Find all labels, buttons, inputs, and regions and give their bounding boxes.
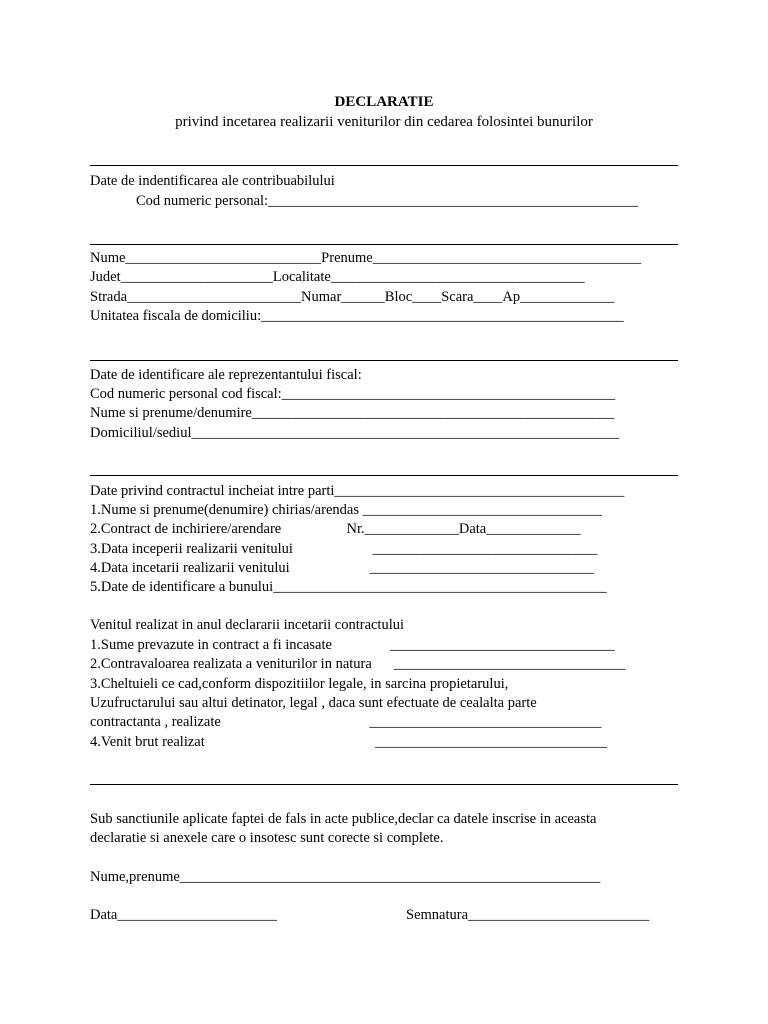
separator-line xyxy=(90,360,678,361)
declaration-text-line-1: Sub sanctiunile aplicate faptei de fals in acte publice,declar ca datele inscrise in aceasta xyxy=(90,811,597,827)
income-heading: Venitul realizat in anul declararii incetarii contractului xyxy=(90,617,405,633)
fiscal-code-field: Cod numeric personal cod fiscal:______________________________________________ xyxy=(90,386,616,402)
contract-heading: Date privind contractul incheiat intre parti________________________________________ xyxy=(90,483,625,499)
end-date-field: 4.Data incetarii realizarii venitului _______________________________ xyxy=(90,560,595,576)
cnp-field: Cod numeric personal:___________________________________________________ xyxy=(136,193,638,209)
contributor-heading: Date de indentificarea ale contribuabilului xyxy=(90,173,335,189)
name-field: Nume___________________________Prenume_____________________________________ xyxy=(90,250,641,266)
street-field: Strada________________________Numar______Bloc____Scara____Ap_____________ xyxy=(90,289,615,305)
separator-line xyxy=(90,784,678,785)
signature-field: Semnatura_________________________ xyxy=(406,907,650,923)
document-title: DECLARATIE xyxy=(334,94,434,110)
start-date-field: 3.Data inceperii realizarii venitului _______________________________ xyxy=(90,541,598,557)
separator-line xyxy=(90,475,678,476)
expenses-line-3: contractanta , realizate ________________________________ xyxy=(90,714,602,730)
contract-number-field: 2.Contract de inchiriere/arendare Nr._____________Data_____________ xyxy=(90,521,581,537)
signer-name-field: Nume,prenume__________________________________________________________ xyxy=(90,869,601,885)
declaration-text-line-2: declaratie si anexele care o insotesc sunt corecte si complete. xyxy=(90,830,444,846)
tenant-name-field: 1.Nume si prenume(denumire) chirias/arendas _________________________________ xyxy=(90,502,602,518)
separator-line xyxy=(90,165,678,166)
in-kind-value-field: 2.Contravaloarea realizata a veniturilor in natura ________________________________ xyxy=(90,656,626,672)
domicile-field: Domiciliul/sediul___________________________________________________________ xyxy=(90,425,620,441)
separator-line xyxy=(90,244,678,245)
expenses-line-1: 3.Cheltuieli ce cad,conform dispozitiilor legale, in sarcina propietarului, xyxy=(90,676,509,692)
document-subtitle: privind incetarea realizarii veniturilor din cedarea folosintei bunurilor xyxy=(175,114,593,130)
property-id-field: 5.Date de identificare a bunului______________________________________________ xyxy=(90,579,607,595)
representative-heading: Date de identificare ale reprezentantului fiscal: xyxy=(90,367,362,383)
gross-income-field: 4.Venit brut realizat ________________________________ xyxy=(90,734,608,750)
expenses-line-2: Uzufructarului sau altui detinator, legal , daca sunt efectuate de cealalta parte xyxy=(90,695,537,711)
county-locality-field: Judet_____________________Localitate___________________________________ xyxy=(90,269,585,285)
date-field: Data______________________ xyxy=(90,907,277,923)
contract-sums-field: 1.Sume prevazute in contract a fi incasate _______________________________ xyxy=(90,637,615,653)
representative-name-field: Nume si prenume/denumire__________________________________________________ xyxy=(90,405,615,421)
fiscal-unit-field: Unitatea fiscala de domiciliu:__________________________________________________ xyxy=(90,308,624,324)
